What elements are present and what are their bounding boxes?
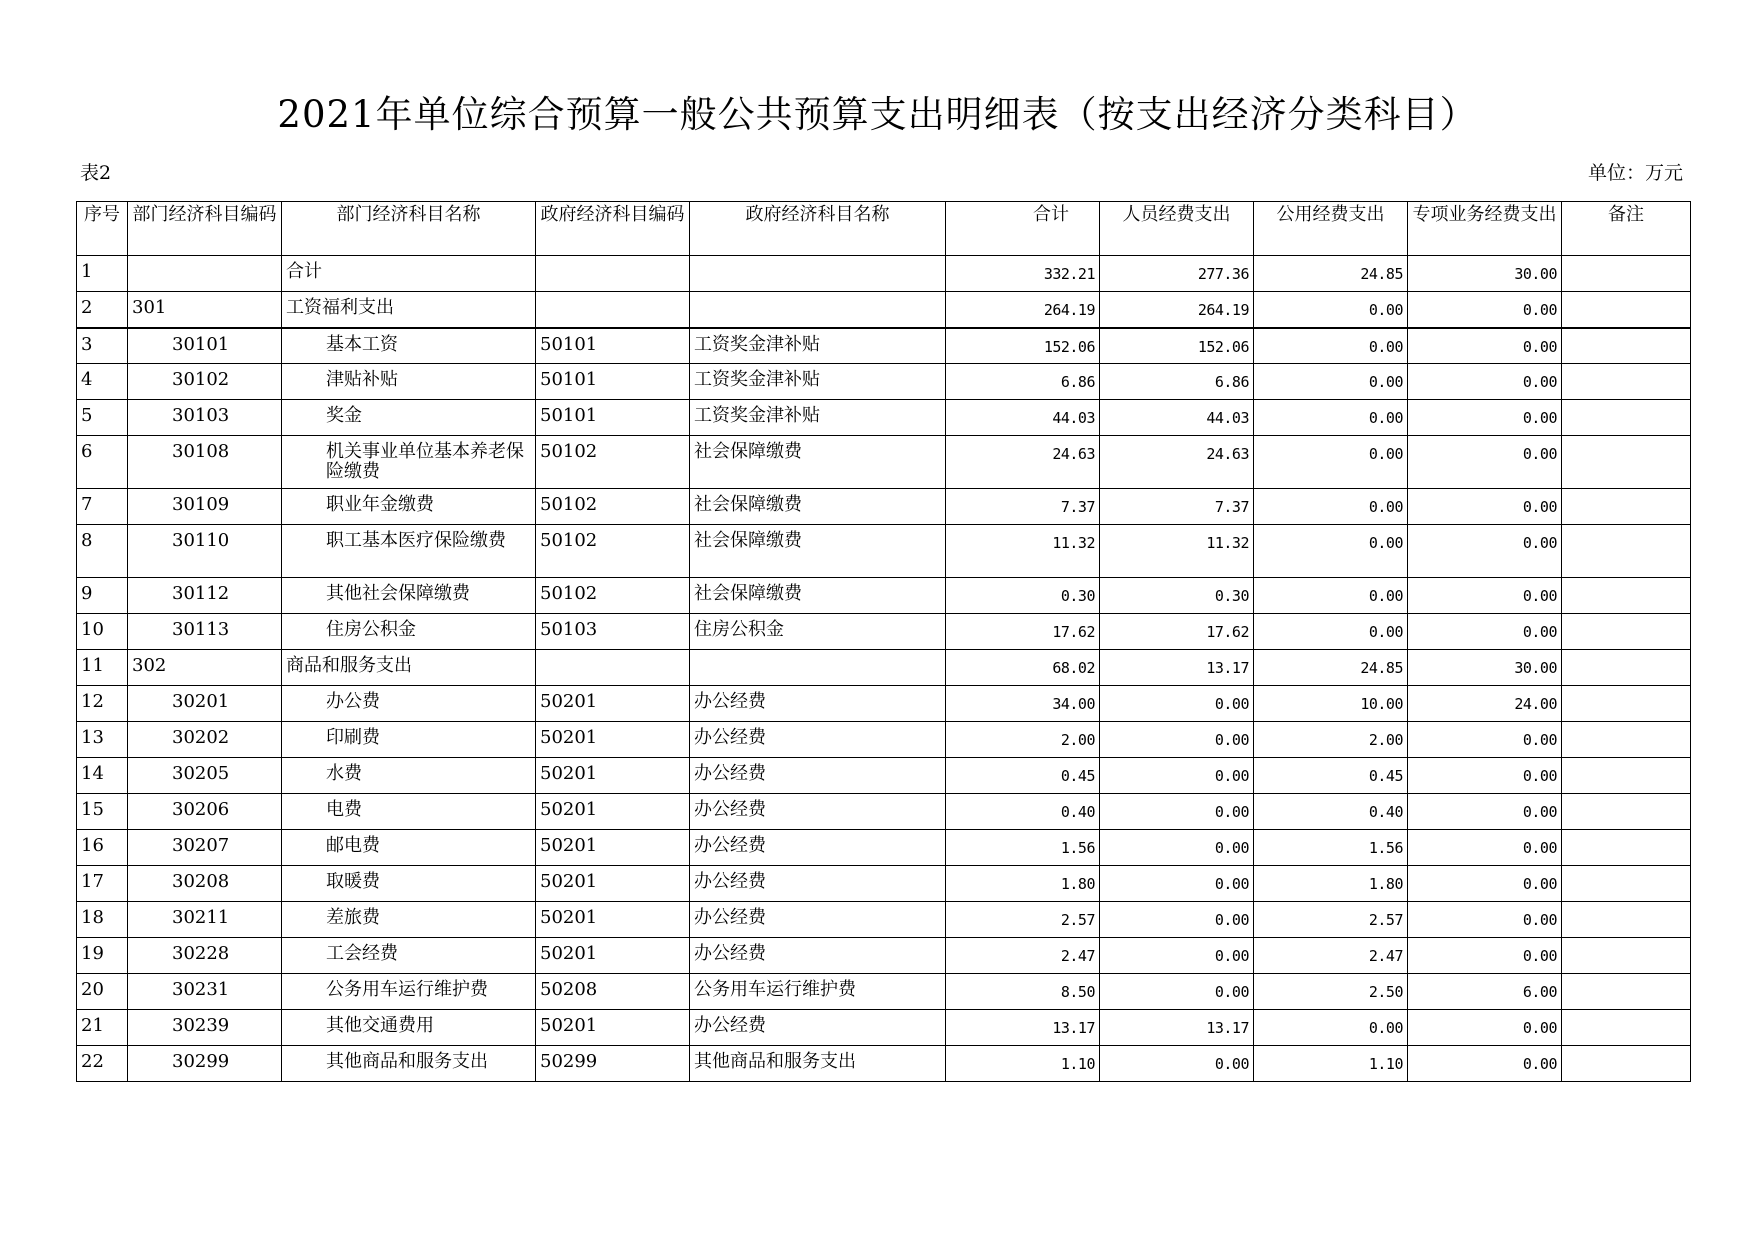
cell-dept-name: 差旅费 [282, 902, 536, 938]
cell-special: 0.00 [1408, 292, 1562, 328]
cell-note [1562, 292, 1691, 328]
cell-gov-code: 50102 [536, 578, 690, 614]
cell-dept-code: 30102 [128, 364, 282, 400]
table-number: 表2 [80, 162, 112, 184]
cell-dept-name: 其他交通费用 [282, 1010, 536, 1046]
cell-public: 0.00 [1254, 525, 1408, 578]
cell-total: 24.63 [946, 436, 1100, 489]
cell-gov-name: 住房公积金 [690, 614, 946, 650]
cell-total: 152.06 [946, 328, 1100, 364]
cell-total: 1.10 [946, 1046, 1100, 1082]
header-dept-code: 部门经济科目编码 [128, 202, 282, 256]
cell-dept-name: 其他商品和服务支出 [282, 1046, 536, 1082]
cell-special: 0.00 [1408, 830, 1562, 866]
table-row [77, 364, 1691, 400]
cell-no: 5 [77, 400, 128, 436]
header-gov-code: 政府经济科目编码 [536, 202, 690, 256]
cell-special: 0.00 [1408, 400, 1562, 436]
cell-gov-name: 其他商品和服务支出 [690, 1046, 946, 1082]
cell-special: 0.00 [1408, 1046, 1562, 1082]
header-gov-name: 政府经济科目名称 [690, 202, 946, 256]
table-row [77, 794, 1691, 830]
cell-gov-name [690, 256, 946, 292]
cell-note [1562, 758, 1691, 794]
cell-gov-code [536, 256, 690, 292]
cell-personnel: 0.00 [1100, 974, 1254, 1010]
cell-no: 1 [77, 256, 128, 292]
cell-personnel: 44.03 [1100, 400, 1254, 436]
cell-note [1562, 902, 1691, 938]
cell-note [1562, 686, 1691, 722]
cell-gov-code: 50201 [536, 1010, 690, 1046]
cell-total: 1.56 [946, 830, 1100, 866]
cell-special: 0.00 [1408, 902, 1562, 938]
cell-dept-code: 30202 [128, 722, 282, 758]
cell-gov-code [536, 292, 690, 328]
cell-no: 21 [77, 1010, 128, 1046]
cell-public: 0.00 [1254, 489, 1408, 525]
cell-public: 0.00 [1254, 614, 1408, 650]
cell-personnel: 0.00 [1100, 1046, 1254, 1082]
cell-personnel: 277.36 [1100, 256, 1254, 292]
cell-dept-name: 职业年金缴费 [282, 489, 536, 525]
cell-personnel: 0.30 [1100, 578, 1254, 614]
cell-personnel: 264.19 [1100, 292, 1254, 328]
cell-special: 0.00 [1408, 938, 1562, 974]
cell-special: 0.00 [1408, 758, 1562, 794]
table-row [77, 614, 1691, 650]
cell-gov-name: 社会保障缴费 [690, 525, 946, 578]
cell-no: 20 [77, 974, 128, 1010]
table-row [77, 758, 1691, 794]
cell-public: 10.00 [1254, 686, 1408, 722]
cell-no: 6 [77, 436, 128, 489]
cell-no: 10 [77, 614, 128, 650]
table-row [77, 722, 1691, 758]
cell-dept-code: 30208 [128, 866, 282, 902]
page-title: 2021年单位综合预算一般公共预算支出明细表（按支出经济分类科目） [277, 93, 1478, 136]
cell-public: 1.10 [1254, 1046, 1408, 1082]
cell-dept-name: 商品和服务支出 [282, 650, 536, 686]
table-row [77, 938, 1691, 974]
cell-note [1562, 938, 1691, 974]
cell-gov-name: 办公经费 [690, 758, 946, 794]
cell-note [1562, 400, 1691, 436]
cell-gov-code: 50101 [536, 364, 690, 400]
cell-gov-name [690, 292, 946, 328]
cell-personnel: 24.63 [1100, 436, 1254, 489]
cell-dept-name: 办公费 [282, 686, 536, 722]
cell-total: 1.80 [946, 866, 1100, 902]
cell-personnel: 0.00 [1100, 758, 1254, 794]
table-row [77, 866, 1691, 902]
cell-personnel: 7.37 [1100, 489, 1254, 525]
cell-special: 0.00 [1408, 614, 1562, 650]
cell-gov-name: 办公经费 [690, 938, 946, 974]
table-row [77, 256, 1691, 292]
unit-label: 单位：万元 [1587, 162, 1683, 184]
cell-note [1562, 974, 1691, 1010]
cell-personnel: 0.00 [1100, 902, 1254, 938]
cell-personnel: 13.17 [1100, 650, 1254, 686]
table-row [77, 328, 1691, 364]
cell-dept-name: 基本工资 [282, 328, 536, 364]
cell-gov-name: 公务用车运行维护费 [690, 974, 946, 1010]
cell-special: 0.00 [1408, 1010, 1562, 1046]
cell-no: 13 [77, 722, 128, 758]
cell-public: 24.85 [1254, 650, 1408, 686]
cell-dept-code: 30228 [128, 938, 282, 974]
cell-no: 16 [77, 830, 128, 866]
cell-gov-name: 工资奖金津补贴 [690, 400, 946, 436]
cell-note [1562, 794, 1691, 830]
table-row [77, 650, 1691, 686]
cell-no: 12 [77, 686, 128, 722]
cell-personnel: 0.00 [1100, 686, 1254, 722]
cell-no: 15 [77, 794, 128, 830]
cell-gov-code: 50208 [536, 974, 690, 1010]
cell-public: 0.00 [1254, 1010, 1408, 1046]
cell-special: 0.00 [1408, 722, 1562, 758]
cell-gov-code [536, 650, 690, 686]
table-header-row [77, 202, 1691, 256]
cell-gov-code: 50201 [536, 758, 690, 794]
cell-note [1562, 1010, 1691, 1046]
cell-public: 0.45 [1254, 758, 1408, 794]
cell-note [1562, 525, 1691, 578]
cell-dept-name: 工会经费 [282, 938, 536, 974]
cell-personnel: 11.32 [1100, 525, 1254, 578]
table-row [77, 1046, 1691, 1082]
cell-gov-name: 办公经费 [690, 830, 946, 866]
cell-gov-code: 50102 [536, 525, 690, 578]
cell-public: 2.47 [1254, 938, 1408, 974]
cell-total: 0.30 [946, 578, 1100, 614]
header-dept-name: 部门经济科目名称 [282, 202, 536, 256]
cell-gov-name: 办公经费 [690, 794, 946, 830]
cell-public: 0.40 [1254, 794, 1408, 830]
cell-special: 0.00 [1408, 525, 1562, 578]
cell-personnel: 13.17 [1100, 1010, 1254, 1046]
cell-personnel: 152.06 [1100, 328, 1254, 364]
cell-note [1562, 436, 1691, 489]
cell-public: 0.00 [1254, 400, 1408, 436]
cell-special: 30.00 [1408, 650, 1562, 686]
header-note: 备注 [1562, 202, 1691, 256]
table-body [77, 256, 1691, 1082]
cell-dept-code: 30211 [128, 902, 282, 938]
cell-special: 6.00 [1408, 974, 1562, 1010]
cell-dept-code: 30112 [128, 578, 282, 614]
cell-total: 11.32 [946, 525, 1100, 578]
cell-no: 3 [77, 328, 128, 364]
cell-gov-name: 办公经费 [690, 1010, 946, 1046]
cell-no: 18 [77, 902, 128, 938]
table-row [77, 686, 1691, 722]
header-personnel: 人员经费支出 [1100, 202, 1254, 256]
cell-personnel: 6.86 [1100, 364, 1254, 400]
cell-special: 0.00 [1408, 364, 1562, 400]
cell-gov-name: 办公经费 [690, 722, 946, 758]
cell-no: 14 [77, 758, 128, 794]
cell-gov-code: 50102 [536, 489, 690, 525]
cell-dept-code: 30103 [128, 400, 282, 436]
cell-no: 4 [77, 364, 128, 400]
cell-special: 0.00 [1408, 436, 1562, 489]
cell-gov-name: 办公经费 [690, 866, 946, 902]
cell-no: 17 [77, 866, 128, 902]
cell-gov-name [690, 650, 946, 686]
cell-dept-code: 301 [128, 292, 282, 328]
cell-total: 17.62 [946, 614, 1100, 650]
cell-no: 9 [77, 578, 128, 614]
cell-gov-name: 工资奖金津补贴 [690, 364, 946, 400]
cell-note [1562, 722, 1691, 758]
cell-gov-code: 50299 [536, 1046, 690, 1082]
cell-gov-code: 50101 [536, 328, 690, 364]
cell-note [1562, 328, 1691, 364]
cell-note [1562, 256, 1691, 292]
cell-special: 0.00 [1408, 866, 1562, 902]
cell-gov-code: 50201 [536, 830, 690, 866]
cell-dept-name: 职工基本医疗保险缴费 [282, 525, 536, 578]
cell-dept-code: 30113 [128, 614, 282, 650]
cell-total: 0.40 [946, 794, 1100, 830]
cell-public: 2.57 [1254, 902, 1408, 938]
cell-note [1562, 489, 1691, 525]
cell-special: 0.00 [1408, 794, 1562, 830]
table-row [77, 436, 1691, 489]
cell-dept-code: 30205 [128, 758, 282, 794]
cell-total: 0.45 [946, 758, 1100, 794]
cell-dept-code: 30207 [128, 830, 282, 866]
cell-total: 34.00 [946, 686, 1100, 722]
cell-dept-code: 30206 [128, 794, 282, 830]
table-row [77, 292, 1691, 328]
cell-special: 0.00 [1408, 489, 1562, 525]
cell-gov-code: 50201 [536, 794, 690, 830]
cell-dept-code: 30299 [128, 1046, 282, 1082]
cell-gov-code: 50201 [536, 722, 690, 758]
cell-public: 1.80 [1254, 866, 1408, 902]
cell-public: 2.50 [1254, 974, 1408, 1010]
cell-note [1562, 650, 1691, 686]
cell-dept-code: 30108 [128, 436, 282, 489]
cell-dept-name: 工资福利支出 [282, 292, 536, 328]
header-no: 序号 [77, 202, 128, 256]
cell-total: 2.47 [946, 938, 1100, 974]
cell-personnel: 0.00 [1100, 830, 1254, 866]
cell-dept-name: 取暖费 [282, 866, 536, 902]
cell-total: 332.21 [946, 256, 1100, 292]
cell-public: 24.85 [1254, 256, 1408, 292]
cell-note [1562, 1046, 1691, 1082]
cell-gov-name: 工资奖金津补贴 [690, 328, 946, 364]
cell-personnel: 0.00 [1100, 722, 1254, 758]
cell-dept-name: 公务用车运行维护费 [282, 974, 536, 1010]
cell-public: 2.00 [1254, 722, 1408, 758]
cell-total: 13.17 [946, 1010, 1100, 1046]
cell-total: 2.57 [946, 902, 1100, 938]
cell-dept-code: 30110 [128, 525, 282, 578]
table-row [77, 974, 1691, 1010]
cell-total: 264.19 [946, 292, 1100, 328]
cell-dept-name: 邮电费 [282, 830, 536, 866]
cell-note [1562, 866, 1691, 902]
cell-personnel: 0.00 [1100, 794, 1254, 830]
header-special: 专项业务经费支出 [1408, 202, 1562, 256]
cell-gov-code: 50101 [536, 400, 690, 436]
table-row [77, 578, 1691, 614]
cell-gov-name: 办公经费 [690, 902, 946, 938]
cell-special: 24.00 [1408, 686, 1562, 722]
table-row [77, 489, 1691, 525]
cell-special: 0.00 [1408, 578, 1562, 614]
cell-note [1562, 578, 1691, 614]
cell-public: 1.56 [1254, 830, 1408, 866]
cell-total: 44.03 [946, 400, 1100, 436]
table-row [77, 830, 1691, 866]
table-row [77, 525, 1691, 578]
cell-gov-code: 50201 [536, 686, 690, 722]
cell-no: 8 [77, 525, 128, 578]
cell-total: 68.02 [946, 650, 1100, 686]
cell-dept-code [128, 256, 282, 292]
cell-dept-name: 合计 [282, 256, 536, 292]
cell-public: 0.00 [1254, 436, 1408, 489]
table-row [77, 1010, 1691, 1046]
cell-gov-code: 50102 [536, 436, 690, 489]
cell-dept-code: 30231 [128, 974, 282, 1010]
cell-total: 2.00 [946, 722, 1100, 758]
table-row [77, 902, 1691, 938]
cell-dept-name: 水费 [282, 758, 536, 794]
cell-dept-code: 302 [128, 650, 282, 686]
cell-dept-name: 机关事业单位基本养老保险缴费 [282, 436, 536, 489]
cell-dept-name: 印刷费 [282, 722, 536, 758]
cell-gov-name: 社会保障缴费 [690, 578, 946, 614]
cell-gov-name: 社会保障缴费 [690, 436, 946, 489]
cell-no: 22 [77, 1046, 128, 1082]
expenditure-table [76, 201, 1691, 1082]
cell-note [1562, 364, 1691, 400]
cell-gov-code: 50201 [536, 938, 690, 974]
cell-note [1562, 614, 1691, 650]
cell-dept-code: 30201 [128, 686, 282, 722]
cell-special: 30.00 [1408, 256, 1562, 292]
table-row [77, 400, 1691, 436]
cell-gov-code: 50201 [536, 902, 690, 938]
cell-personnel: 17.62 [1100, 614, 1254, 650]
cell-dept-name: 津贴补贴 [282, 364, 536, 400]
cell-public: 0.00 [1254, 292, 1408, 328]
cell-total: 6.86 [946, 364, 1100, 400]
cell-dept-name: 奖金 [282, 400, 536, 436]
header-total: 合计 [946, 202, 1100, 256]
cell-personnel: 0.00 [1100, 866, 1254, 902]
cell-dept-name: 住房公积金 [282, 614, 536, 650]
cell-no: 2 [77, 292, 128, 328]
cell-dept-name: 电费 [282, 794, 536, 830]
cell-total: 8.50 [946, 974, 1100, 1010]
cell-gov-code: 50103 [536, 614, 690, 650]
cell-public: 0.00 [1254, 578, 1408, 614]
cell-no: 7 [77, 489, 128, 525]
cell-special: 0.00 [1408, 328, 1562, 364]
cell-gov-name: 办公经费 [690, 686, 946, 722]
cell-no: 11 [77, 650, 128, 686]
cell-personnel: 0.00 [1100, 938, 1254, 974]
cell-dept-name: 其他社会保障缴费 [282, 578, 536, 614]
cell-dept-code: 30101 [128, 328, 282, 364]
header-public: 公用经费支出 [1254, 202, 1408, 256]
cell-note [1562, 830, 1691, 866]
cell-no: 19 [77, 938, 128, 974]
cell-total: 7.37 [946, 489, 1100, 525]
cell-dept-code: 30239 [128, 1010, 282, 1046]
cell-dept-code: 30109 [128, 489, 282, 525]
cell-public: 0.00 [1254, 328, 1408, 364]
cell-gov-code: 50201 [536, 866, 690, 902]
cell-gov-name: 社会保障缴费 [690, 489, 946, 525]
cell-public: 0.00 [1254, 364, 1408, 400]
